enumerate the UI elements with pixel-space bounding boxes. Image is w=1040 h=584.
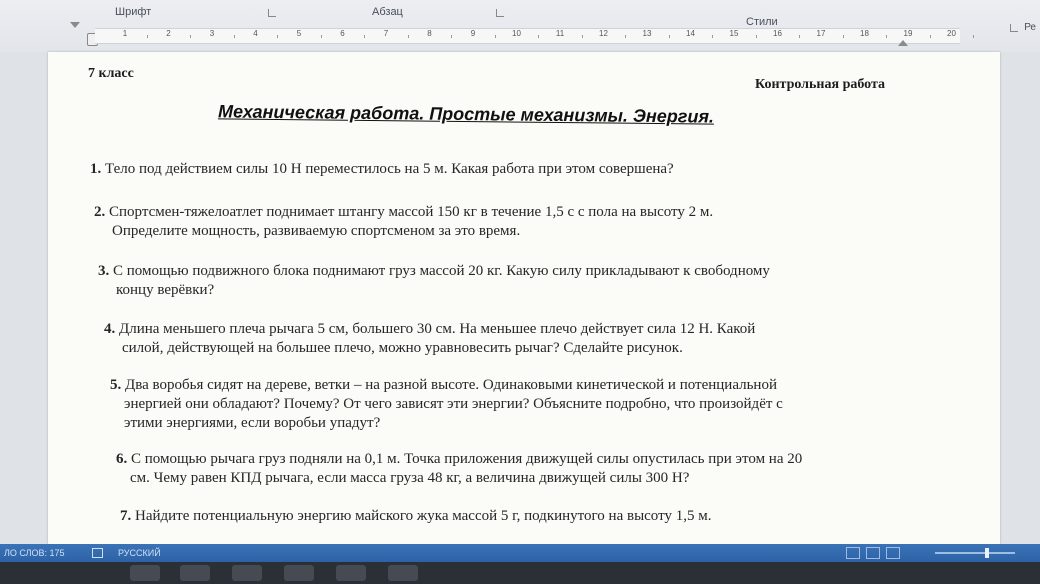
question-number: 5. (110, 377, 122, 393)
ruler-tick-mark (364, 35, 365, 38)
document-workspace (0, 52, 1040, 544)
question-number: 4. (104, 321, 116, 337)
question-text: Спортсмен-тяжелоатлет поднимает штангу массой 150 кг в течение 1,5 с с пола на высоту 2 м. (109, 204, 714, 220)
zoom-slider[interactable] (935, 552, 1015, 554)
styles-group-label: Стили (746, 16, 778, 28)
editing-group-label: Ре (1024, 22, 1036, 33)
ruler-tick-label: 14 (686, 29, 695, 38)
taskbar-app-icon[interactable] (336, 565, 366, 581)
ruler-tick-label: 1 (122, 29, 128, 38)
question-4 (104, 320, 755, 358)
ruler-tick-mark (712, 35, 713, 38)
question-text-continuation: см. Чему равен КПД рычага, если масса груза 48 кг, а величина движущей силы 300 Н? (130, 470, 690, 486)
ruler-tick-label: 19 (903, 29, 913, 38)
view-buttons (846, 547, 906, 561)
ruler-tick-label: 8 (427, 29, 432, 38)
zoom-slider-handle[interactable] (985, 548, 989, 558)
ruler-tick-mark (451, 35, 452, 38)
font-dialog-launcher-icon[interactable] (268, 9, 276, 17)
ruler-tick-mark (538, 35, 539, 38)
ruler-tick-mark (625, 35, 626, 38)
taskbar-app-icon[interactable] (388, 565, 418, 581)
ruler-tick-mark (321, 35, 322, 38)
ribbon (0, 0, 1040, 53)
horizontal-ruler[interactable] (95, 28, 960, 44)
question-2 (94, 203, 713, 241)
question-text: С помощью подвижного блока поднимают груз массой 20 кг. Какую силу прикладывают к свободному (113, 263, 770, 279)
ruler-tick-mark (886, 35, 887, 38)
paragraph-dialog-launcher-icon[interactable] (496, 9, 504, 17)
ruler-tick-label: 10 (512, 29, 521, 38)
taskbar-app-icon[interactable] (284, 565, 314, 581)
right-indent-marker[interactable] (898, 40, 908, 46)
taskbar-app-icon[interactable] (130, 565, 160, 581)
ruler-tick-label: 13 (642, 29, 652, 38)
question-text-continuation: концу верёвки? (116, 282, 215, 298)
question-7 (120, 507, 711, 526)
status-bar (0, 544, 1040, 562)
question-text: Тело под действием силы 10 Н переместилось на 5 м. Какая работа при этом совершена? (105, 161, 674, 177)
ruler-tick-label: 12 (599, 29, 608, 38)
ruler-tick-label: 16 (773, 29, 782, 38)
ruler-tick-label: 5 (296, 29, 302, 38)
ruler-tick-mark (408, 35, 409, 38)
question-number: 6. (116, 451, 128, 467)
question-text-continuation: энергией они обладают? Почему? От чего зависят эти энергии? Объясните подробно, что произойдёт с (124, 396, 783, 412)
ruler-tick-mark (930, 35, 931, 38)
ruler-tick-label: 15 (729, 29, 739, 38)
read-mode-view-icon[interactable] (846, 547, 860, 559)
test-type-label: Контрольная работа (755, 77, 886, 92)
question-text: Найдите потенциальную энергию майского жука массой 5 г, подкинутого на высоту 1,5 м. (135, 508, 712, 524)
ruler-tick-mark (582, 35, 583, 38)
ruler-tick-mark (277, 35, 278, 38)
question-text-continuation: силой, действующей на большее плечо, можно уравновесить рычаг? Сделайте рисунок. (122, 340, 683, 356)
ruler-tick-mark (147, 35, 148, 38)
ruler-tick-mark (843, 35, 844, 38)
web-layout-view-icon[interactable] (886, 547, 900, 559)
question-text-continuation: этими энергиями, если воробьи упадут? (124, 415, 381, 431)
question-number: 7. (120, 508, 132, 524)
question-number: 2. (94, 204, 106, 220)
question-text: Два воробья сидят на дереве, ветки – на разной высоте. Одинаковыми кинетической и потенциальной (125, 377, 777, 393)
taskbar-app-icon[interactable] (180, 565, 210, 581)
document-title: Механическая работа. Простые механизмы. Энергия. (217, 101, 715, 127)
first-line-indent-marker[interactable] (70, 22, 80, 28)
ruler-tick-mark (234, 35, 235, 38)
language-indicator[interactable]: РУССКИЙ (118, 548, 161, 558)
styles-dialog-launcher-icon[interactable] (1010, 24, 1018, 32)
question-text-continuation: Определите мощность, развиваемую спортсменом за это время. (112, 223, 521, 239)
font-group-label: Шрифт (115, 6, 152, 18)
ruler-tick-mark (973, 35, 974, 38)
question-3 (98, 262, 770, 300)
ruler-tick-label: 18 (860, 29, 869, 38)
ruler-tick-label: 4 (253, 29, 258, 38)
document-page[interactable] (48, 52, 1000, 544)
ruler-tick-mark (756, 35, 757, 38)
question-number: 1. (90, 161, 102, 177)
question-text: С помощью рычага груз подняли на 0,1 м. Точка приложения движущей силы опустилась при этом на 20 (131, 451, 803, 467)
question-text: Длина меньшего плеча рычага 5 см, большего 30 см. На меньшее плечо действует сила 12 Н. Какой (119, 321, 756, 337)
ruler-tick-mark (669, 35, 670, 38)
ruler-tick-label: 9 (470, 29, 476, 38)
ruler-tick-label: 2 (166, 29, 171, 38)
paragraph-group-label: Абзац (372, 6, 403, 18)
print-layout-view-icon[interactable] (866, 547, 880, 559)
grade-label: 7 класс (88, 66, 134, 81)
word-count[interactable]: ЛО СЛОВ: 175 (4, 548, 65, 558)
ruler-tick-label: 6 (340, 29, 345, 38)
ruler-tick-mark (799, 35, 800, 38)
proofing-icon[interactable] (92, 548, 103, 558)
ruler-tick-label: 11 (555, 29, 565, 38)
taskbar-app-icon[interactable] (232, 565, 262, 581)
ruler-tick-mark (190, 35, 191, 38)
ruler-tick-label: 3 (209, 29, 215, 38)
question-6 (116, 450, 802, 488)
question-1 (90, 160, 674, 179)
question-5 (110, 376, 783, 433)
question-number: 3. (98, 263, 110, 279)
taskbar (0, 562, 1040, 584)
ruler-tick-label: 7 (383, 29, 389, 38)
ruler-tick-label: 20 (947, 29, 956, 38)
ruler-tick-mark (495, 35, 496, 38)
ruler-tick-label: 17 (816, 29, 826, 38)
